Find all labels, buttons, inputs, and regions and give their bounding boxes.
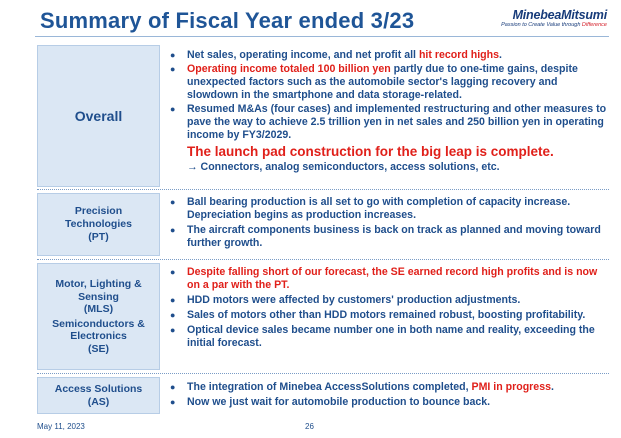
bullet-text: Net sales, operating income, and net profit all bbox=[187, 49, 419, 61]
section-content-as bbox=[169, 381, 609, 409]
bullet-highlight: PMI in progress bbox=[471, 381, 551, 393]
headline-statement: The launch pad construction for the big leap is complete. bbox=[187, 144, 554, 159]
section-pt bbox=[37, 193, 609, 256]
label-text: Overall bbox=[74, 108, 123, 124]
bullet-text: Now we just wait for automobile production to bounce back. bbox=[187, 396, 491, 408]
label-text: (AS) bbox=[87, 395, 110, 408]
footer-date: May 11, 2023 bbox=[37, 422, 85, 431]
section-divider bbox=[37, 189, 609, 190]
label-text: (PT) bbox=[88, 231, 109, 243]
bullet-text: . bbox=[499, 49, 502, 61]
bullet-highlight: hit record highs bbox=[418, 49, 499, 61]
label-text: (SE) bbox=[88, 342, 109, 355]
bullet-text: The integration of Minebea AccessSolutions completed, bbox=[187, 381, 472, 393]
bullet-highlight: Operating income totaled 100 billion yen bbox=[187, 63, 391, 75]
logo-tagline bbox=[501, 22, 607, 28]
bullet-text: The aircraft components business is back on track as planned and moving toward further growth. bbox=[187, 224, 601, 249]
bullet-text: Resumed M&As (four cases) and implemented restructuring and other measures to pave the way to achieve 2.5 trillion yen in net sales and 250 billion yen in operating income by FY3/2029. bbox=[187, 103, 607, 141]
section-mls-se bbox=[37, 263, 609, 370]
bullet-text: . bbox=[550, 381, 554, 393]
bullet-text: Ball bearing production is all set to go with completion of capacity increase. Depreciation begins as production increases. bbox=[187, 196, 571, 221]
bullet-item bbox=[169, 324, 609, 350]
label-text: Semiconductors & bbox=[52, 317, 145, 330]
section-overall bbox=[37, 45, 609, 187]
bullet-item bbox=[169, 309, 609, 322]
bullet-text: partly due to one-time gains, despite unexpected factors such as the automobile sector's lagging recovery and slowdown in the smartphone and data storage-related. bbox=[187, 63, 578, 101]
bullet-item bbox=[169, 396, 609, 409]
section-label-as bbox=[37, 377, 160, 414]
section-divider bbox=[37, 373, 609, 374]
label-text: Motor, Lighting & bbox=[55, 278, 142, 290]
bullet-item bbox=[169, 266, 609, 292]
section-label-pt bbox=[37, 193, 160, 256]
page-title: Summary of Fiscal Year ended 3/23 bbox=[40, 8, 415, 33]
title-divider bbox=[35, 36, 609, 37]
bullet-item bbox=[169, 294, 609, 307]
logo-tagline-accent: Difference bbox=[581, 22, 607, 28]
label-text: Sensing bbox=[78, 290, 119, 303]
bullet-text: HDD motors were affected by customers' production adjustments. bbox=[187, 294, 521, 306]
examples-line: → Connectors, analog semiconductors, access solutions, etc. bbox=[187, 161, 500, 173]
section-label-overall bbox=[37, 45, 160, 187]
bullet-text: Sales of motors other than HDD motors remained robust, boosting profitability. bbox=[187, 309, 586, 321]
label-text: (MLS) bbox=[83, 303, 114, 315]
bullet-item bbox=[169, 224, 609, 250]
logo-tagline-text: Passion to Create Value through bbox=[501, 22, 582, 28]
label-text: Technologies bbox=[65, 218, 132, 230]
logo-wordmark: MinebeaMitsumi bbox=[512, 8, 607, 22]
section-content-mls-se bbox=[169, 266, 609, 350]
label-text: Electronics bbox=[70, 330, 127, 342]
bullet-item bbox=[169, 49, 609, 62]
bullet-text: Optical device sales became number one in both name and reality, exceeding the initial forecast. bbox=[187, 324, 595, 349]
bullet-item bbox=[169, 63, 609, 102]
label-text: Access Solutions bbox=[54, 382, 143, 395]
bullet-item bbox=[169, 381, 609, 394]
bullet-item bbox=[169, 196, 609, 222]
bullet-text: Despite falling short of our forecast, the SE earned record high profits and is now on a par with the PT. bbox=[187, 266, 598, 291]
section-divider bbox=[37, 259, 609, 260]
section-content-overall bbox=[169, 49, 609, 174]
page-number: 26 bbox=[305, 422, 314, 431]
company-logo bbox=[501, 8, 607, 28]
label-text: Precision bbox=[74, 205, 123, 217]
section-label-mls-se bbox=[37, 263, 160, 370]
section-content-pt bbox=[169, 196, 609, 250]
section-as bbox=[37, 377, 609, 414]
bullet-item bbox=[169, 103, 609, 142]
